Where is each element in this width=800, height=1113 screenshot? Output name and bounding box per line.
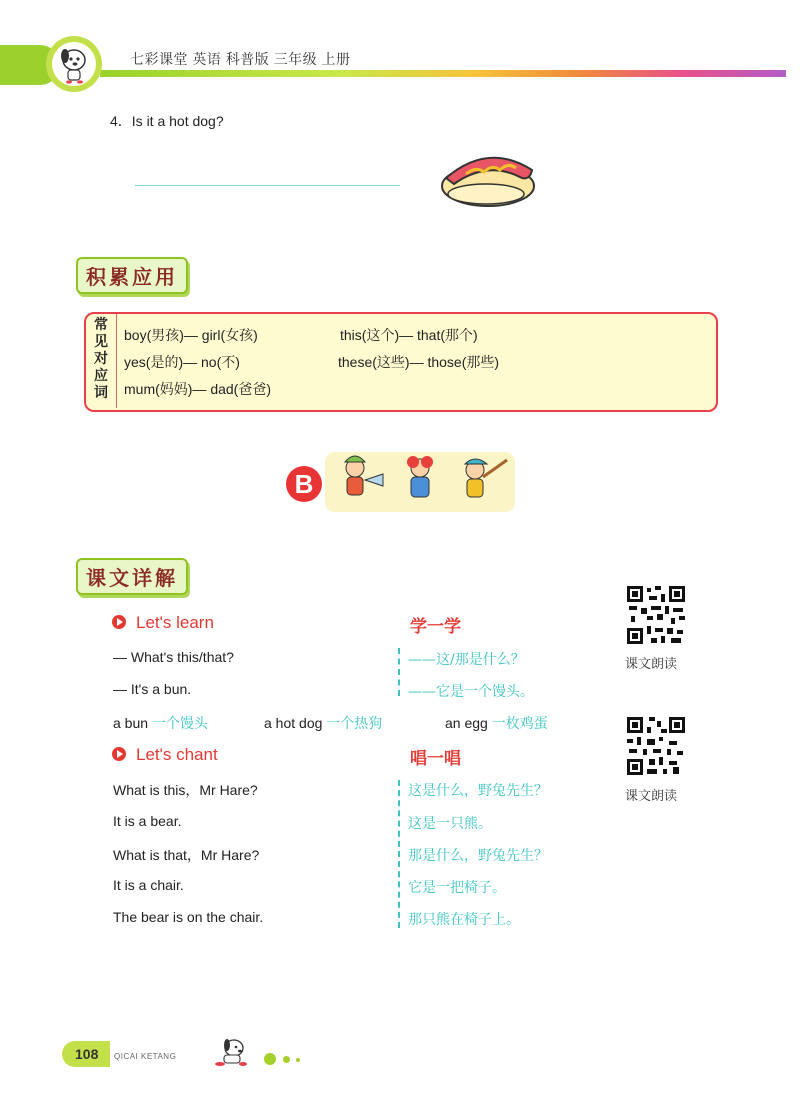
- vocab-label-char: 词: [94, 384, 108, 400]
- chant-line-en: What is this，Mr Hare?: [113, 782, 258, 798]
- chant-line-zh: 这是一只熊。: [408, 816, 492, 832]
- word-zh: 一个热狗: [326, 716, 383, 732]
- learn-line-zh: ——这/那是什么？: [408, 652, 525, 668]
- question-text: 4．Is it a hot dog?: [110, 113, 224, 129]
- vocab-pair: mum(妈妈)— dad(爸爸): [124, 381, 272, 397]
- word-zh: 一枚鸡蛋: [491, 716, 548, 732]
- vocab-label: [86, 314, 117, 408]
- dashed-divider: [398, 648, 400, 696]
- vocab-label-char: 对: [94, 350, 108, 366]
- page-number: 108: [75, 1046, 99, 1062]
- vocab-label-char: 见: [94, 333, 108, 349]
- chant-line-en: The bear is on the chair.: [113, 909, 264, 925]
- chant-line-en: It is a bear.: [113, 813, 182, 829]
- footer-dot: [264, 1053, 276, 1065]
- word-pair: [264, 713, 382, 733]
- learn-heading: [112, 613, 214, 633]
- chant-line-zh: 它是一把椅子。: [408, 880, 506, 896]
- vocab-label-char: 应: [94, 367, 108, 383]
- footer-dot: [283, 1056, 290, 1063]
- footer-dog-icon: [210, 1036, 252, 1073]
- play-icon[interactable]: [112, 615, 126, 629]
- learn-line-en: — It's a bun.: [113, 681, 192, 697]
- word-en: an egg: [445, 715, 488, 731]
- learn-line-en: — What's this/that?: [113, 649, 234, 665]
- word-en: a bun: [113, 715, 149, 731]
- learn-line-zh: ——它是一个馒头。: [408, 684, 534, 700]
- dashed-divider: [398, 780, 400, 928]
- chant-line-zh: 那是什么，野兔先生？: [408, 848, 548, 864]
- qr-code-icon[interactable]: [626, 716, 686, 781]
- hot-dog-image: [436, 140, 542, 221]
- mascot-dog-icon: [52, 42, 96, 86]
- header-title: 七彩课堂 英语 科普版 三年级 上册: [130, 51, 351, 67]
- word-pair: [445, 713, 548, 733]
- learn-heading-zh: 学一学: [410, 617, 461, 636]
- word-pair: [113, 713, 208, 733]
- part-letter-badge: B: [286, 466, 322, 502]
- header-rainbow-bar: [100, 70, 786, 77]
- vocab-label-char: 常: [94, 316, 108, 332]
- vocab-pair: boy(男孩)— girl(女孩): [124, 327, 258, 343]
- word-zh: 一个馒头: [151, 716, 208, 732]
- chant-heading-zh: 唱一唱: [410, 749, 461, 768]
- chant-heading: [112, 745, 218, 765]
- qr-caption: 课文朗读: [625, 656, 678, 671]
- section-title-accumulate: 积累应用: [76, 257, 188, 294]
- footer-brand: QICAI KETANG: [114, 1052, 177, 1061]
- chant-line-zh: 这是什么，野兔先生？: [408, 783, 548, 799]
- part-banner: [325, 452, 515, 512]
- learn-heading-text: Let's learn: [136, 613, 214, 632]
- vocab-pair: these(这些)— those(那些): [338, 354, 500, 370]
- footer-dot: [296, 1058, 300, 1062]
- section-title-text-explain: 课文详解: [76, 558, 188, 595]
- chant-line-en: What is that，Mr Hare?: [113, 847, 260, 863]
- answer-line[interactable]: [135, 185, 400, 186]
- qr-code-icon[interactable]: [626, 585, 686, 650]
- vocab-pair: this(这个)— that(那个): [340, 327, 478, 343]
- chant-line-zh: 那只熊在椅子上。: [408, 912, 520, 928]
- word-en: a hot dog: [264, 715, 323, 731]
- chant-line-en: It is a chair.: [113, 877, 184, 893]
- qr-caption: 课文朗读: [625, 788, 678, 803]
- play-icon[interactable]: [112, 747, 126, 761]
- chant-heading-text: Let's chant: [136, 745, 218, 764]
- vocab-pair: yes(是的)— no(不): [124, 354, 240, 370]
